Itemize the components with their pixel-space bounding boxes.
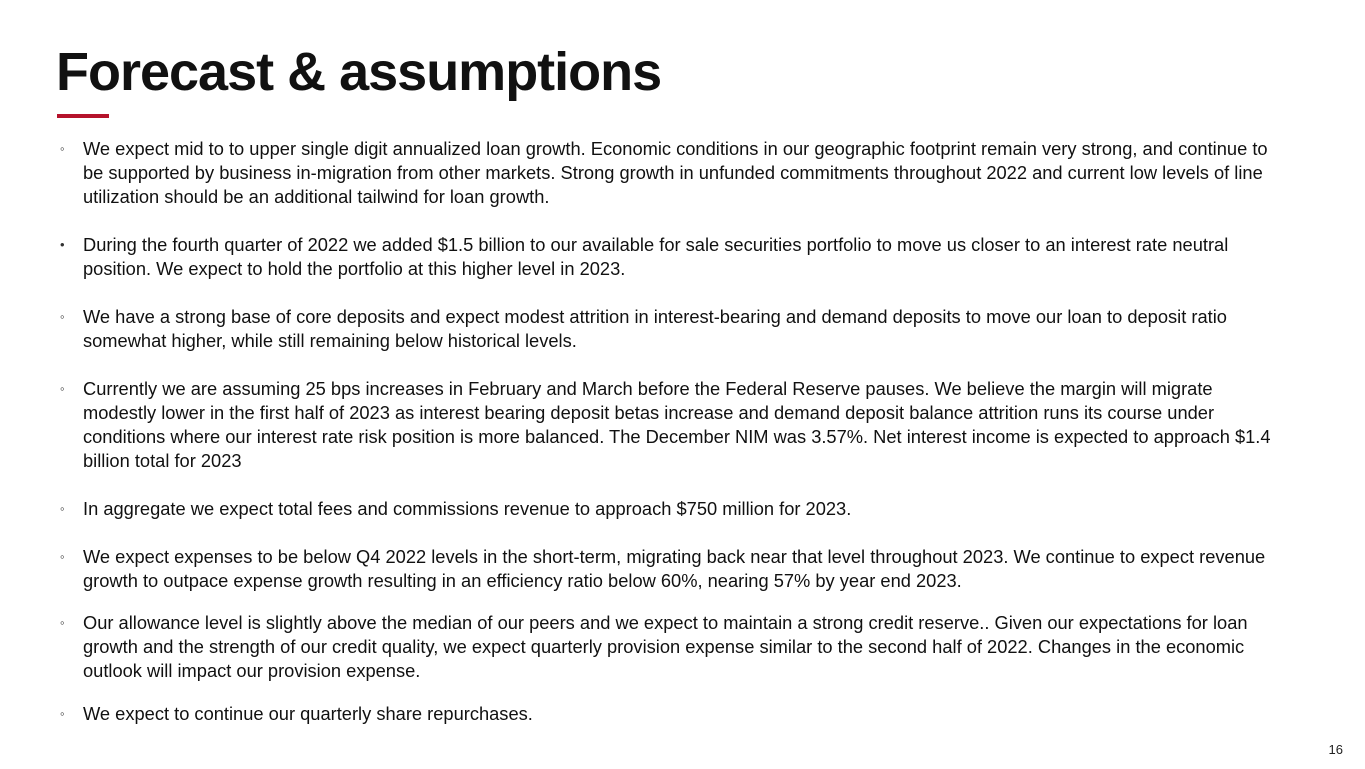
bullet-text: Currently we are assuming 25 bps increases in February and March before the Federal Reserve pauses. We believe the margin will migrate modestly lower in the first half of 2023 as interest bearing deposit betas increase and demand deposit balance attrition runs its course under conditions where our interest rate risk position is more balanced. The December NIM was 3.57%. Net interest income is expected to approach $1.4 billion total for 2023 <box>83 378 1271 471</box>
bullet-marker: ◦ <box>60 141 65 156</box>
bullet-marker: ◦ <box>60 381 65 396</box>
bullet-marker: ◦ <box>60 706 65 721</box>
bullet-marker: • <box>60 237 65 252</box>
bullet-text: We expect mid to to upper single digit annualized loan growth. Economic conditions in our geographic footprint remain very strong, and continue to be supported by business in-migration from other markets. Strong growth in unfunded commitments throughout 2022 and current low levels of line utilization should be an additional tailwind for loan growth. <box>83 138 1268 207</box>
page-number: 16 <box>1328 742 1343 757</box>
bullet-text: We have a strong base of core deposits and expect modest attrition in interest-bearing and demand deposits to move our loan to deposit ratio somewhat higher, while still remaining below historical levels. <box>83 306 1227 351</box>
title-accent-rule <box>57 114 109 118</box>
bullet-marker: ◦ <box>60 309 65 324</box>
bullet-text: Our allowance level is slightly above the median of our peers and we expect to maintain a strong credit reserve.. Given our expectations for loan growth and the strength of our credit quality, we expect quarterly provision expense similar to the second half of 2022. Changes in the economic outlook will impact our provision expense. <box>83 612 1248 681</box>
bullet-text: During the fourth quarter of 2022 we added $1.5 billion to our available for sale securities portfolio to move us closer to an interest rate neutral position. We expect to hold the portfolio at this higher level in 2023. <box>83 234 1229 279</box>
bullet-text: We expect expenses to be below Q4 2022 levels in the short-term, migrating back near that level throughout 2023. We continue to expect revenue growth to outpace expense growth resulting in an efficiency ratio below 60%, nearing 57% by year end 2023. <box>83 546 1266 591</box>
bullet-marker: ◦ <box>60 501 65 516</box>
bullet-text: In aggregate we expect total fees and commissions revenue to approach $750 million for 2023. <box>83 498 852 519</box>
bullet-marker: ◦ <box>60 549 65 564</box>
slide-title: Forecast & assumptions <box>56 42 662 102</box>
bullet-marker: ◦ <box>60 615 65 630</box>
bullet-text: We expect to continue our quarterly share repurchases. <box>83 703 533 724</box>
